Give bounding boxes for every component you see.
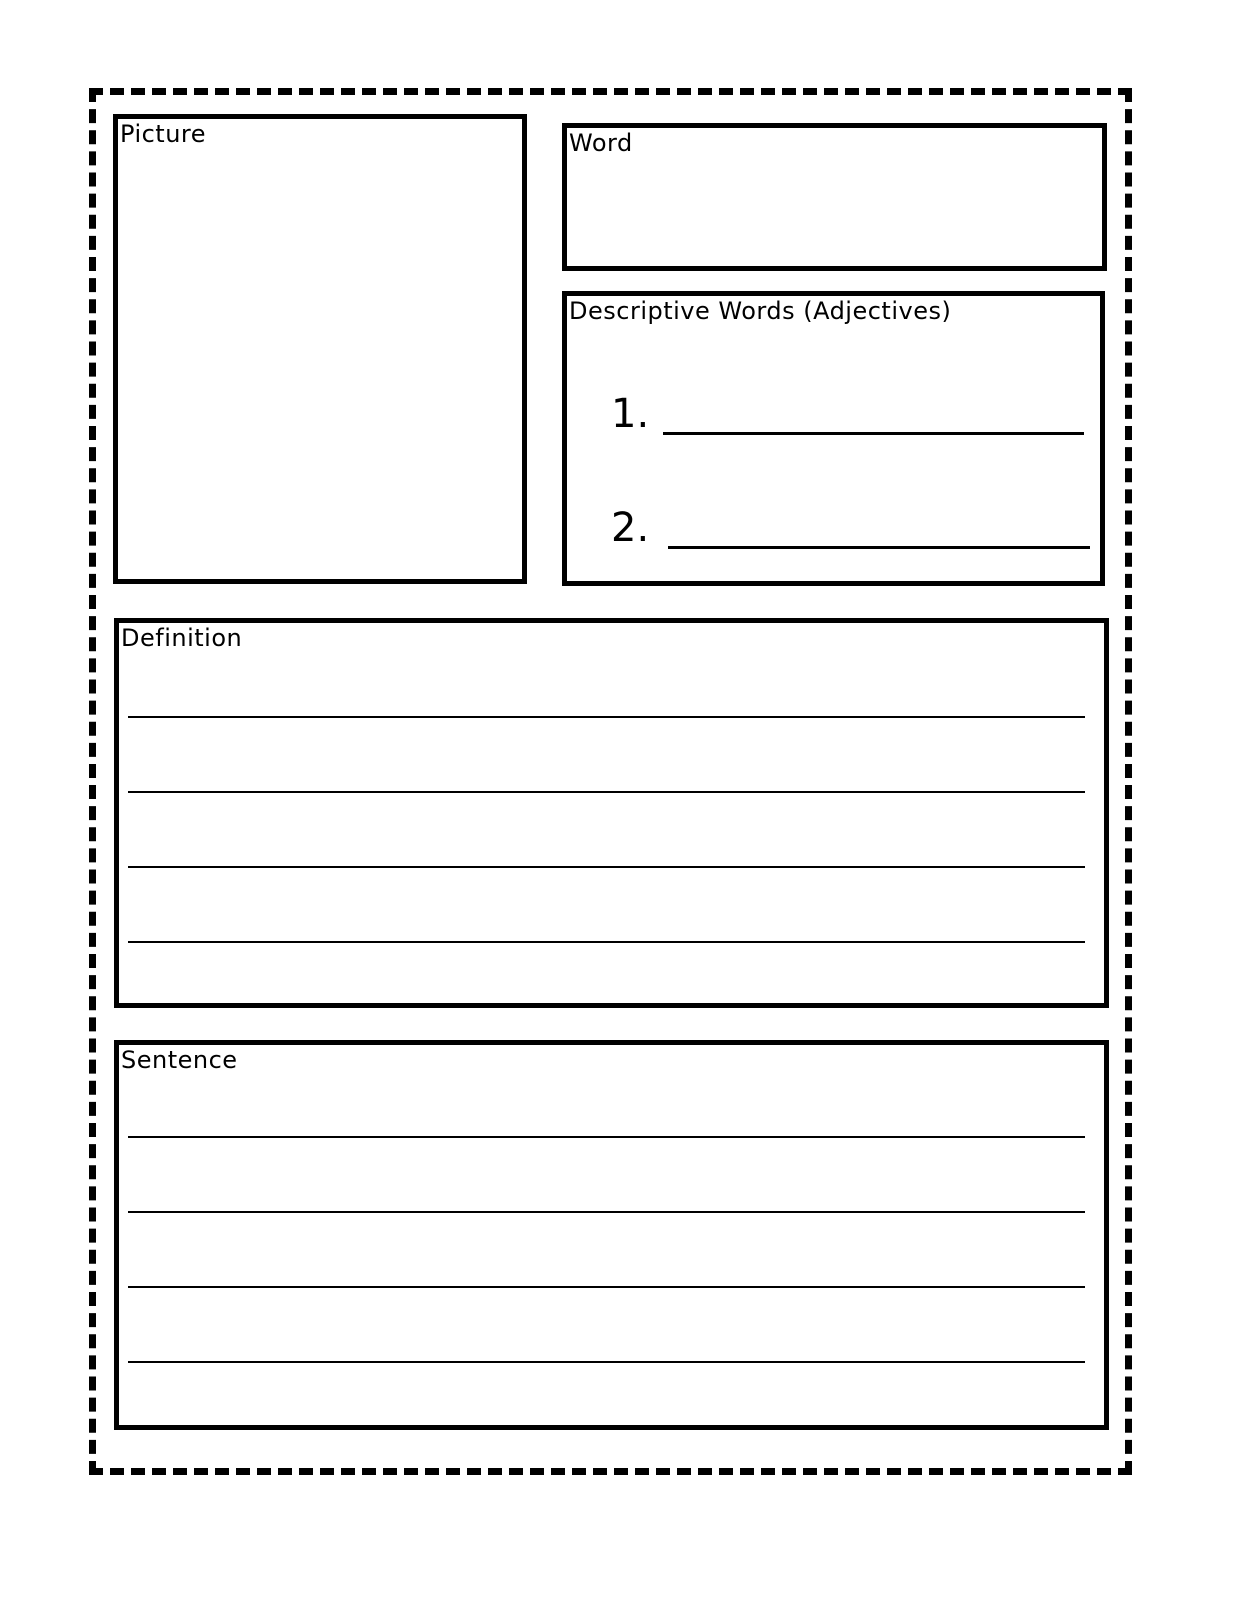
sentence-line[interactable] <box>128 1286 1085 1288</box>
picture-label: Picture <box>120 120 207 148</box>
sentence-label: Sentence <box>121 1046 238 1074</box>
word-label: Word <box>569 129 633 157</box>
sentence-line[interactable] <box>128 1136 1085 1138</box>
definition-box <box>114 618 1109 1008</box>
definition-line[interactable] <box>128 791 1085 793</box>
adjective-line-1[interactable] <box>663 432 1084 435</box>
word-box[interactable] <box>562 123 1107 271</box>
sentence-line[interactable] <box>128 1361 1085 1363</box>
sentence-box <box>114 1040 1109 1430</box>
adjective-line-2[interactable] <box>668 546 1090 549</box>
definition-line[interactable] <box>128 716 1085 718</box>
definition-label: Definition <box>121 624 243 652</box>
definition-line[interactable] <box>128 941 1085 943</box>
adjectives-label: Descriptive Words (Adjectives) <box>569 297 952 325</box>
definition-line[interactable] <box>128 866 1085 868</box>
adjective-number-2: 2. <box>611 505 650 551</box>
adjectives-box <box>562 291 1105 586</box>
sentence-line[interactable] <box>128 1211 1085 1213</box>
adjective-number-1: 1. <box>611 391 650 437</box>
picture-box[interactable] <box>113 114 527 584</box>
